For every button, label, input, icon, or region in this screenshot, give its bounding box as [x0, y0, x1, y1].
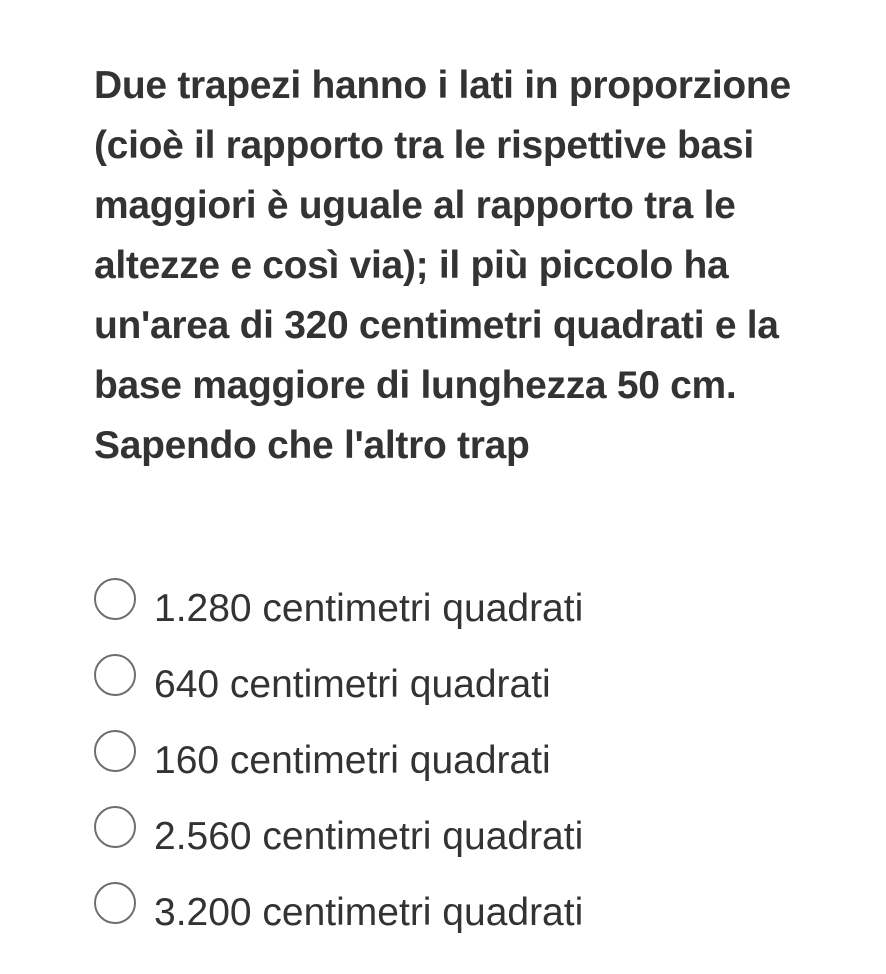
answer-option-label[interactable]: 2.560 centimetri quadrati [154, 815, 584, 858]
radio-button[interactable] [94, 578, 136, 620]
radio-button[interactable] [94, 654, 136, 696]
radio-button[interactable] [94, 882, 136, 924]
answer-option-label[interactable]: 3.200 centimetri quadrati [154, 891, 584, 934]
answer-option-label[interactable]: 640 centimetri quadrati [154, 663, 551, 706]
radio-button[interactable] [94, 806, 136, 848]
question-text: Due trapezi hanno i lati in proporzione (cioè il rapporto tra le rispettive basi maggiori è uguale al rapporto tra le altezze e così via); il più piccolo ha un'area di 320 centimetri quadrati e la base maggiore di lunghezza 50 cm. Sapendo che l'altro trap [94, 64, 791, 467]
radio-button[interactable] [94, 730, 136, 772]
answer-option-label[interactable]: 1.280 centimetri quadrati [154, 587, 584, 630]
answer-option-label[interactable]: 160 centimetri quadrati [154, 739, 551, 782]
